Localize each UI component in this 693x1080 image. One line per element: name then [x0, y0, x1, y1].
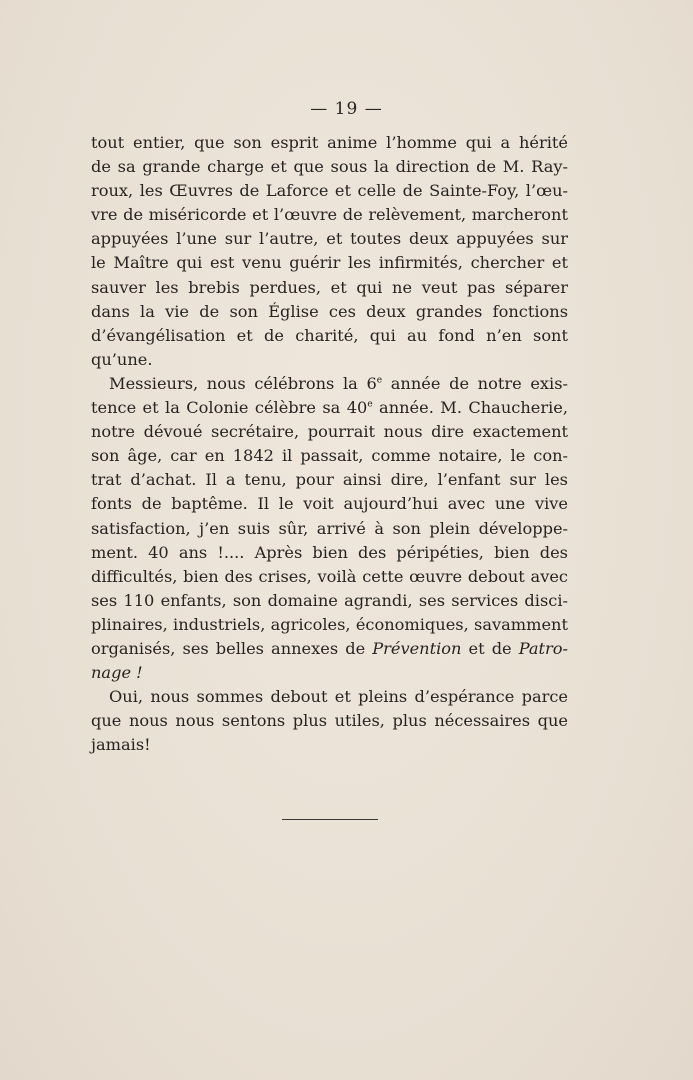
- text-line: notre dévoué secrétaire, pourrait nous dire exactement: [91, 422, 568, 442]
- text-line: sauver les brebis perdues, et qui ne veut pas séparer: [91, 277, 568, 297]
- text-segment: année de notre exis-: [382, 373, 568, 393]
- text-line: satisfaction, j’en suis sûr, arrivé à son plein développe-: [91, 518, 568, 538]
- text-segment: année. M. Chaucherie,: [372, 398, 568, 418]
- end-rule: [282, 819, 378, 820]
- text-line: vre de miséricorde et l’œuvre de relèvement, marcheront: [91, 205, 568, 225]
- italic-text: Prévention: [372, 638, 462, 658]
- text-line: [91, 637, 568, 661]
- text-line: de sa grande charge et que sous la direction de M. Ray-: [91, 157, 568, 177]
- text-line: tout entier, que son esprit anime l’homme qui a hérité: [91, 133, 568, 152]
- text-line: [91, 396, 568, 420]
- text-line: appuyées l’une sur l’autre, et toutes deux appuyées sur: [91, 229, 568, 249]
- text-line: son âge, car en 1842 il passait, comme notaire, le con-: [91, 446, 568, 466]
- text-line: ses 110 enfants, son domaine agrandi, ses services disci-: [91, 590, 568, 610]
- text-segment: organisés, ses belles annexes de: [91, 638, 373, 658]
- body-text: [91, 131, 568, 757]
- text-line: [91, 372, 568, 396]
- text-line: [91, 661, 568, 685]
- text-line: d’évangélisation et de charité, qui au fond n’en sont: [91, 325, 568, 345]
- text-segment: tence et la Colonie célèbre sa 40: [91, 398, 368, 418]
- text-segment: Messieurs, nous célébrons la 6: [109, 373, 377, 393]
- italic-text: nage !: [91, 663, 143, 683]
- italic-text: Patro-: [518, 638, 568, 658]
- text-line: Oui, nous sommes debout et pleins d’espérance parce: [109, 687, 568, 707]
- text-line: jamais!: [91, 735, 151, 755]
- text-line: que nous nous sentons plus utiles, plus nécessaires que: [91, 711, 568, 731]
- text-line: roux, les Œuvres de Laforce et celle de Sainte-Foy, l’œu-: [91, 181, 568, 201]
- text-line: fonts de baptême. Il le voit aujourd’hui avec une vive: [91, 494, 568, 514]
- superscript: e: [376, 375, 383, 386]
- text-line: difficultés, bien des crises, voilà cette œuvre debout avec: [91, 566, 568, 586]
- text-line: qu’une.: [91, 349, 153, 369]
- text-segment: et de: [461, 638, 519, 658]
- text-line: trat d’achat. Il a tenu, pour ainsi dire, l’enfant sur les: [91, 470, 568, 490]
- superscript: e: [367, 399, 373, 410]
- text-line: ment. 40 ans !.... Après bien des péripéties, bien des: [91, 542, 568, 562]
- text-line: dans la vie de son Église ces deux grandes fonctions: [91, 301, 568, 321]
- text-line: le Maître qui est venu guérir les infirmités, chercher et: [91, 253, 568, 273]
- page-number: — 19 —: [310, 99, 383, 119]
- text-line: plinaires, industriels, agricoles, économiques, savamment: [91, 614, 568, 634]
